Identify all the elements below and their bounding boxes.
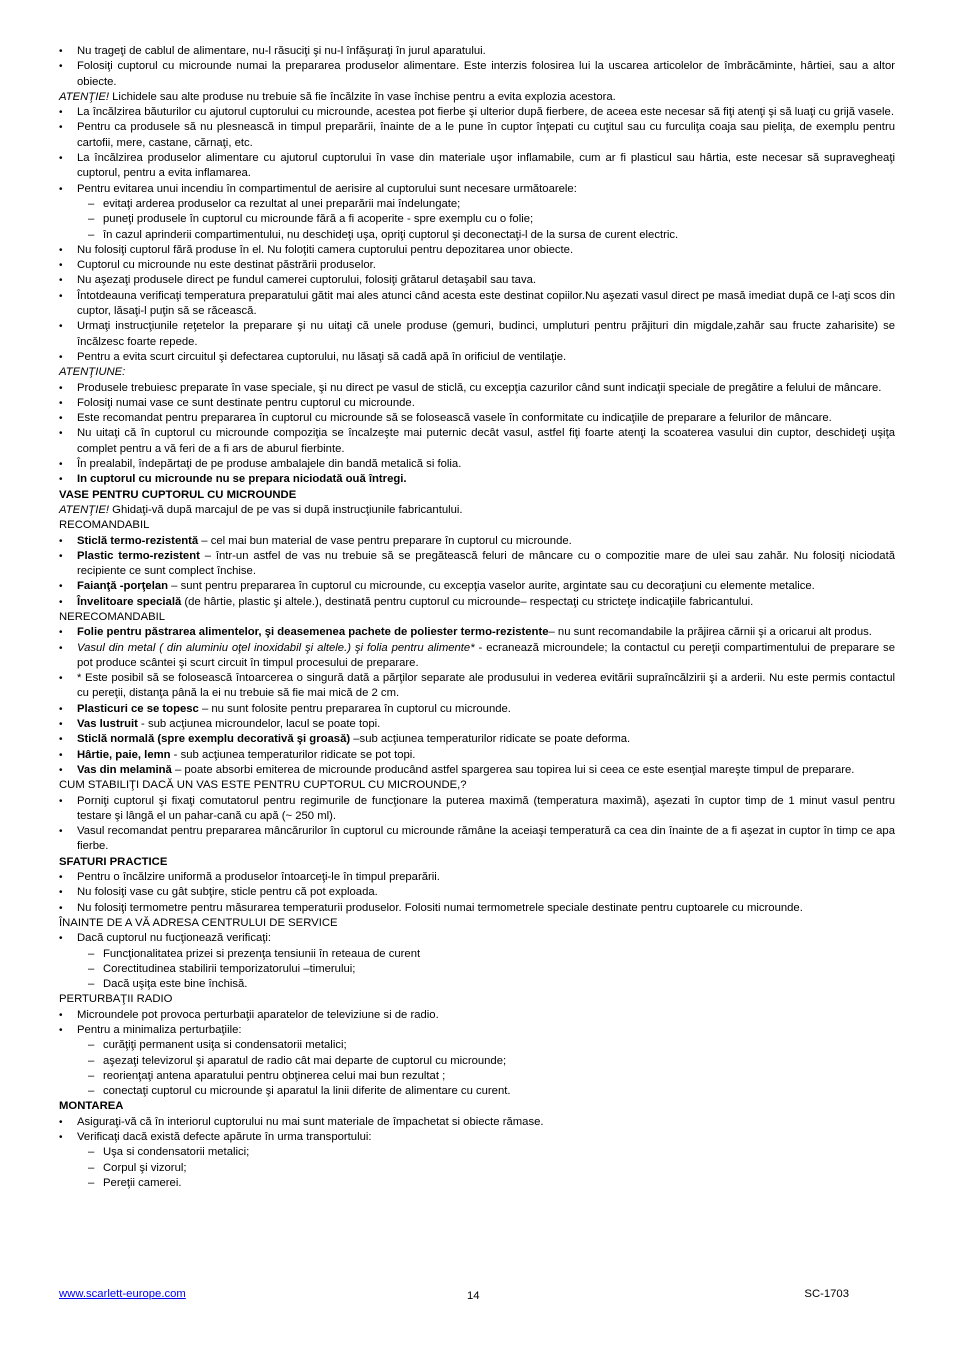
bullet-icon: •	[59, 535, 63, 547]
text: curăţiţi permanent usiţa si condensatorii metalici;	[103, 1039, 347, 1052]
text: – nu sunt recomandabile la prăjirea cărnii şi a oricarui alt produs.	[548, 626, 872, 639]
dash-icon: –	[88, 197, 95, 210]
bullet-icon: •	[59, 290, 63, 302]
bullet-item	[59, 671, 895, 702]
sub-item	[59, 228, 895, 243]
bullet-item	[59, 641, 895, 672]
bold-text: VASE PENTRU CUPTORUL CU MICROUNDE	[59, 488, 297, 501]
bullet-icon: •	[59, 673, 63, 685]
text: La încălzirea băuturilor cu ajutorul cuptorului cu microunde, acestea pot fierbe şi ulterior după fierbere, de aceea este necesar să fiţi atenţi şi să luaţi cu grijă vasele.	[77, 106, 894, 119]
bullet-item	[59, 319, 895, 350]
bullet-icon: •	[59, 351, 63, 363]
dash-icon: –	[88, 228, 95, 241]
bullet-icon: •	[59, 46, 63, 57]
text: Nu trageţi de cablul de alimentare, nu-l răsuciţi şi nu-l înfăşuraţi în jurul aparatului.	[77, 45, 486, 57]
text: Urmaţi instrucţiunile reţetelor la preparare şi nu uitaţi că unele produse (gemuri, budinci, umpluturi pentru prăjituri din migdale,zahăr sau fructe zaharisite) se încălzesc foarte repede.	[77, 320, 895, 348]
bullet-icon: •	[59, 550, 63, 562]
text: Nu folosiţi termometre pentru măsurarea temperaturii produselor. Folositi numai termometrele speciale destinate pentru cuptoarele cu microunde.	[77, 901, 803, 914]
bullet-icon: •	[59, 581, 63, 593]
text: Dacă uşiţa este bine închisă.	[103, 978, 248, 991]
bullet-icon: •	[59, 596, 63, 608]
bullet-icon: •	[59, 1025, 63, 1036]
text: – sunt pentru prepararea în cuptorul cu microunde, cu excepţia vaselor aurite, argintate sau cu decoraţiuni cu elemente metalice.	[168, 580, 815, 593]
text: Folosiţi cuptorul cu microunde numai la prepararea produselor alimentare. Este interzis folosirea lui la uscarea articolelor de îmbrăcăminte, hârtiei, sau a altor obiecte.	[77, 60, 895, 88]
bullet-item	[59, 273, 895, 288]
bold-text: Sticlă termo-rezistentă	[77, 534, 199, 547]
bullet-icon: •	[59, 887, 63, 899]
text: Corectitudinea stabilirii temporizatorului –timerului;	[103, 962, 356, 975]
paragraph	[59, 855, 895, 870]
bullet-icon: •	[59, 764, 63, 776]
bold-text: Faianţă -porţelan	[77, 580, 169, 593]
text: conectaţi cuptorul cu microunde şi aparatul la linii diferite de alimentare cu curent.	[103, 1085, 511, 1098]
bullet-icon: •	[59, 642, 63, 654]
text: Corpul şi vizorul;	[103, 1161, 187, 1174]
bullet-item	[59, 1115, 895, 1130]
text: Pentru o încălzire uniformă a produselor întoarceţi-le în timpul preparării.	[77, 871, 440, 884]
bullet-icon: •	[59, 933, 63, 945]
bullet-item	[59, 931, 895, 946]
bullet-item	[59, 579, 895, 594]
text: - sub acţiunea microundelor, lacul se poate topi.	[137, 718, 381, 731]
italic-text: ATENŢIUNE:	[59, 366, 126, 379]
bullet-item	[59, 381, 895, 396]
bullet-item	[59, 748, 895, 763]
bullet-item	[59, 105, 895, 120]
text: – cel mai bun material de vase pentru preparare în cuptorul cu microunde.	[198, 534, 572, 547]
dash-icon: –	[88, 947, 95, 960]
sub-item	[59, 947, 895, 962]
sub-item	[59, 1145, 895, 1160]
sub-item	[59, 212, 895, 227]
italic-text: ATENŢIE!	[59, 503, 110, 516]
paragraph	[59, 1099, 895, 1114]
bullet-icon: •	[59, 459, 63, 471]
text: Întotdeauna verificaţi temperatura preparatului gătit mai ales atunci când acesta este destinat copiilor.Nu aşezati vasul direct pe masă imediat după ce l-aţi scos din cuptor, lăsaţi-l puţin să se răcească.	[77, 289, 895, 318]
text: Pentru ca produsele să nu plesnească in timpul preparării, înainte de a le pune în cuptor înţepati cu cuţitul sau cu furculiţa coaja sau pieliţa, de exemplu pentru cartofii, mere, castane, cărnaţi, etc.	[77, 121, 895, 149]
text: puneţi produsele în cuptorul cu microunde fără a fi acoperite - spre exemplu cu o folie;	[103, 213, 534, 226]
bullet-icon: •	[59, 122, 63, 134]
bullet-icon: •	[59, 703, 63, 715]
text: reorienţaţi antena aparatului pentru obţinerea celui mai bun rezultat ;	[103, 1069, 446, 1082]
dash-icon: –	[88, 962, 95, 975]
text: Dacă cuptorul nu fucţionează verificaţi:	[77, 932, 272, 945]
bullet-item	[59, 258, 895, 273]
text: * Este posibil să se folosească întoarcerea o singură dată a părţilor separate ale produsului in vederea evitării supraîncălzirii şi a arderii. Nu este permis contactul cu pereţii, distanţa până la ei nu trebuie să fie mai mică de 2 cm.	[77, 672, 895, 700]
paragraph	[59, 503, 895, 518]
italic-text: ATENŢIE!	[59, 90, 110, 103]
bullet-item	[59, 396, 895, 411]
paragraph	[59, 90, 895, 105]
bullet-icon: •	[59, 413, 63, 425]
bullet-item	[59, 182, 895, 197]
italic-text: Vasul din metal ( din aluminiu oţel inoxidabil şi altele.) şi folia pentru alimente*	[77, 641, 475, 654]
text: evitaţi arderea produselor ca rezultat al unei preparării mai îndelungate;	[103, 197, 461, 210]
sub-item	[59, 1084, 895, 1099]
bullet-icon: •	[59, 826, 63, 838]
bold-text: MONTAREA	[59, 1100, 124, 1113]
paragraph	[59, 992, 895, 1007]
bullet-item	[59, 44, 895, 59]
bullet-item	[59, 1130, 895, 1145]
website-link[interactable]: www.scarlett-europe.com	[59, 1288, 186, 1300]
text: ÎNAINTE DE A VĂ ADRESA CENTRULUI DE SERVICE	[59, 916, 338, 929]
text: Porniţi cuptorul şi fixaţi comutatorul pentru regimurile de funcţionare la puterea maximă (temperatura maximă), aşezati în cuptor timp de 1 minut vasul pentru testare şi lângă el un pahar-cană cu apă (~ 250 ml).	[77, 794, 895, 822]
paragraph	[59, 518, 895, 533]
bullet-item	[59, 595, 895, 610]
text: Nu uitaţi că în cuptorul cu microunde compoziţia se încalzeşte mai puternic decât vasul, astfel fiţi foarte atenţi la scoaterea vasului din cuptor, deschideţi uşiţa complet pentru a vă feri de a fi ars de aburul fierbinte.	[77, 427, 895, 455]
text: aşezaţi televizorul şi aparatul de radio cât mai departe de cuptorul cu microunde;	[103, 1054, 507, 1067]
bullet-icon: •	[59, 61, 63, 73]
bullet-item	[59, 350, 895, 365]
bullet-icon: •	[59, 244, 63, 256]
bullet-icon: •	[59, 734, 63, 746]
sub-item	[59, 1161, 895, 1176]
text: RECOMANDABIL	[59, 519, 150, 532]
bullet-icon: •	[59, 1132, 63, 1144]
text: Pereţii camerei.	[103, 1176, 182, 1189]
sub-item	[59, 962, 895, 977]
text: CUM STABILIŢI DACĂ UN VAS ESTE PENTRU CUPTORUL CU MICROUNDE,?	[59, 779, 467, 792]
text: PERTURBAŢII RADIO	[59, 993, 173, 1006]
bullet-icon: •	[59, 795, 63, 807]
bullet-item	[59, 824, 895, 855]
text: – nu sunt folosite pentru prepararea în cuptorul cu microunde.	[198, 702, 511, 715]
bullet-icon: •	[59, 321, 63, 333]
bullet-icon: •	[59, 1116, 63, 1128]
text: La încălzirea produselor alimentare cu ajutorul cuptorului în vase din materiale uşor inflamabile, cum ar fi plasticul sau hârtia, este necesar să supravegheaţi cuptorul, pentru a evita inflamarea.	[77, 152, 895, 180]
text: – poate absorbi emiterea de microunde producând astfel spargerea sau topirea lui si ceea ce este esenţial mareşte timpul de preparare.	[171, 763, 855, 776]
model-number: SC-1703	[804, 1288, 849, 1300]
page-number: 14	[467, 1290, 480, 1302]
text: NERECOMANDABIL	[59, 610, 166, 623]
bullet-icon: •	[59, 275, 63, 287]
text: (de hârtie, plastic şi altele.), destinată pentru cuptorul cu microunde– respectaţi cu stricteţe indicaţiile fabricantului.	[181, 595, 754, 608]
bold-text: Plasticuri ce se topesc	[77, 702, 199, 715]
bullet-item	[59, 120, 895, 151]
document-body	[59, 44, 895, 1191]
bullet-item	[59, 717, 895, 732]
bullet-item	[59, 870, 895, 885]
sub-item	[59, 1038, 895, 1053]
sub-item	[59, 1069, 895, 1084]
bullet-item	[59, 625, 895, 640]
bullet-icon: •	[59, 1009, 63, 1021]
bullet-icon: •	[59, 474, 63, 486]
text: Funcţionalitatea prizei si prezenţa tensiunii în reteaua de curent	[103, 947, 421, 960]
page-footer	[59, 1288, 849, 1304]
bullet-item	[59, 289, 895, 320]
text: –sub acţiunea temperaturilor ridicate se poate deforma.	[350, 733, 631, 746]
bullet-icon: •	[59, 260, 63, 272]
dash-icon: –	[88, 1146, 95, 1159]
bold-text: Vas lustruit	[77, 718, 138, 731]
text: – într-un astfel de vas nu trebuie să se pregătească feluri de mâncare cu o compozitie mare de ulei sau zahăr. Nu folosiţi niciodată recipiente ce sunt complect închise.	[77, 549, 896, 578]
sub-item	[59, 977, 895, 992]
text: Microundele pot provoca perturbaţii aparatelor de televiziune si de radio.	[77, 1008, 439, 1021]
bullet-item	[59, 59, 895, 90]
text: Verificaţi dacă există defecte apărute în urma transportului:	[77, 1131, 372, 1144]
bullet-item	[59, 457, 895, 472]
text: Folosiţi numai vase ce sunt destinate pentru cuptorul cu microunde.	[77, 396, 415, 409]
bullet-item	[59, 411, 895, 426]
text: Vasul recomandat pentru prepararea mâncărurilor în cuptorul cu microunde rămâne la aceiaşi temperatură ca cea din înainte de a fi aşezat in cuptor în timp ce apa fierbe.	[77, 825, 895, 853]
bullet-icon: •	[59, 872, 63, 884]
sub-item	[59, 197, 895, 212]
text: Asiguraţi-vă că în interiorul cuptorului nu mai sunt materiale de împachetat si obiecte rămase.	[77, 1115, 544, 1128]
bold-text: SFATURI PRACTICE	[59, 855, 168, 868]
bullet-icon: •	[59, 749, 63, 761]
dash-icon: –	[88, 978, 95, 991]
paragraph	[59, 610, 895, 625]
bullet-item	[59, 549, 895, 580]
bullet-icon: •	[59, 153, 63, 165]
text: Produsele trebuiesc preparate în vase speciale, şi nu direct pe vasul de sticlă, cu excepţia cazurilor când sunt indicaţii speciale de pregătire a felului de mâncare.	[77, 381, 882, 394]
dash-icon: –	[88, 1039, 95, 1052]
paragraph	[59, 916, 895, 931]
sub-item	[59, 1176, 895, 1191]
text: - ecranează microundele; la contactul cu pereţii compartimentului de preparare se pot produce scântei şi scurt circuit în timpul procesului de preparare.	[77, 641, 895, 669]
bullet-icon: •	[59, 627, 63, 639]
bullet-icon: •	[59, 428, 63, 440]
bullet-item	[59, 1008, 895, 1023]
bullet-item	[59, 1023, 895, 1038]
dash-icon: –	[88, 213, 95, 226]
bullet-icon: •	[59, 719, 63, 731]
text: Ghidaţi-vă după marcajul de pe vas si după instrucţiunile fabricantului.	[109, 503, 463, 516]
bold-text: Vas din melamină	[77, 763, 172, 776]
bold-text: Plastic termo-rezistent	[77, 549, 200, 562]
text: Lichidele sau alte produse nu trebuie să fie încălzite în vase închise pentru a evita explozia acestora.	[109, 90, 616, 103]
sub-item	[59, 1054, 895, 1069]
text: în cazul aprinderii compartimentului, nu deschideţi uşa, opriţi cuptorul şi deconectaţi-l de la sursa de curent electric.	[103, 228, 679, 241]
bold-text: In cuptorul cu microunde nu se prepara niciodată ouă întregi.	[77, 473, 407, 486]
bullet-item	[59, 885, 895, 900]
text: - sub acţiunea temperaturilor ridicate se pot topi.	[170, 748, 416, 761]
bullet-icon: •	[59, 183, 63, 195]
bullet-icon: •	[59, 397, 63, 409]
text: Nu folosiţi cuptorul fără produse în el. Nu foloţiti camera cuptorului pentru depozitarea unor obiecte.	[77, 243, 574, 256]
bold-text: Învelitoare specială	[77, 595, 182, 608]
bullet-item	[59, 732, 895, 747]
bold-text: Hârtie, paie, lemn	[77, 748, 171, 761]
dash-icon: –	[88, 1176, 95, 1189]
bullet-item	[59, 534, 895, 549]
bullet-icon: •	[59, 107, 63, 119]
bullet-icon: •	[59, 902, 63, 914]
dash-icon: –	[88, 1069, 95, 1082]
paragraph	[59, 365, 895, 380]
text: Nu aşezaţi produsele direct pe fundul camerei cuptorului, folosiţi grătarul detaşabil sau tava.	[77, 274, 537, 287]
text: Pentru a evita scurt circuitul şi defectarea cuptorului, nu lăsaţi să cadă apă în orificiul de ventilaţie.	[77, 350, 567, 363]
dash-icon: –	[88, 1161, 95, 1174]
text: În prealabil, îndepărtaţi de pe produse ambalajele din bandă metalică si folia.	[77, 458, 462, 471]
dash-icon: –	[88, 1085, 95, 1098]
text: Pentru a minimaliza perturbaţiile:	[77, 1024, 242, 1036]
text: Uşa si condensatorii metalici;	[103, 1146, 250, 1159]
bullet-item	[59, 426, 895, 457]
bullet-item	[59, 472, 895, 487]
text: Cuptorul cu microunde nu este destinat păstrării produselor.	[77, 259, 376, 272]
bold-text: Sticlă normală (spre exemplu decorativă şi groasă)	[77, 733, 351, 746]
bullet-item	[59, 151, 895, 182]
text: Este recomandat pentru prepararea în cuptorul cu microunde să se folosească vasele în conformitate cu indicaţiile de preparare a felurilor de mâncare.	[77, 412, 832, 425]
paragraph	[59, 778, 895, 793]
paragraph	[59, 488, 895, 503]
dash-icon: –	[88, 1054, 95, 1067]
bullet-item	[59, 794, 895, 825]
bullet-item	[59, 763, 895, 778]
bold-text: Folie pentru păstrarea alimentelor, şi deasemenea pachete de poliester termo-rezistente	[77, 626, 549, 639]
bullet-item	[59, 243, 895, 258]
text: Pentru evitarea unui incendiu în compartimentul de aerisire al cuptorului sunt necesare următoarele:	[77, 182, 577, 195]
bullet-item	[59, 901, 895, 916]
text: Nu folosiţi vase cu gât subţire, sticle pentru că pot exploada.	[77, 886, 378, 899]
bullet-item	[59, 702, 895, 717]
bullet-icon: •	[59, 382, 63, 394]
